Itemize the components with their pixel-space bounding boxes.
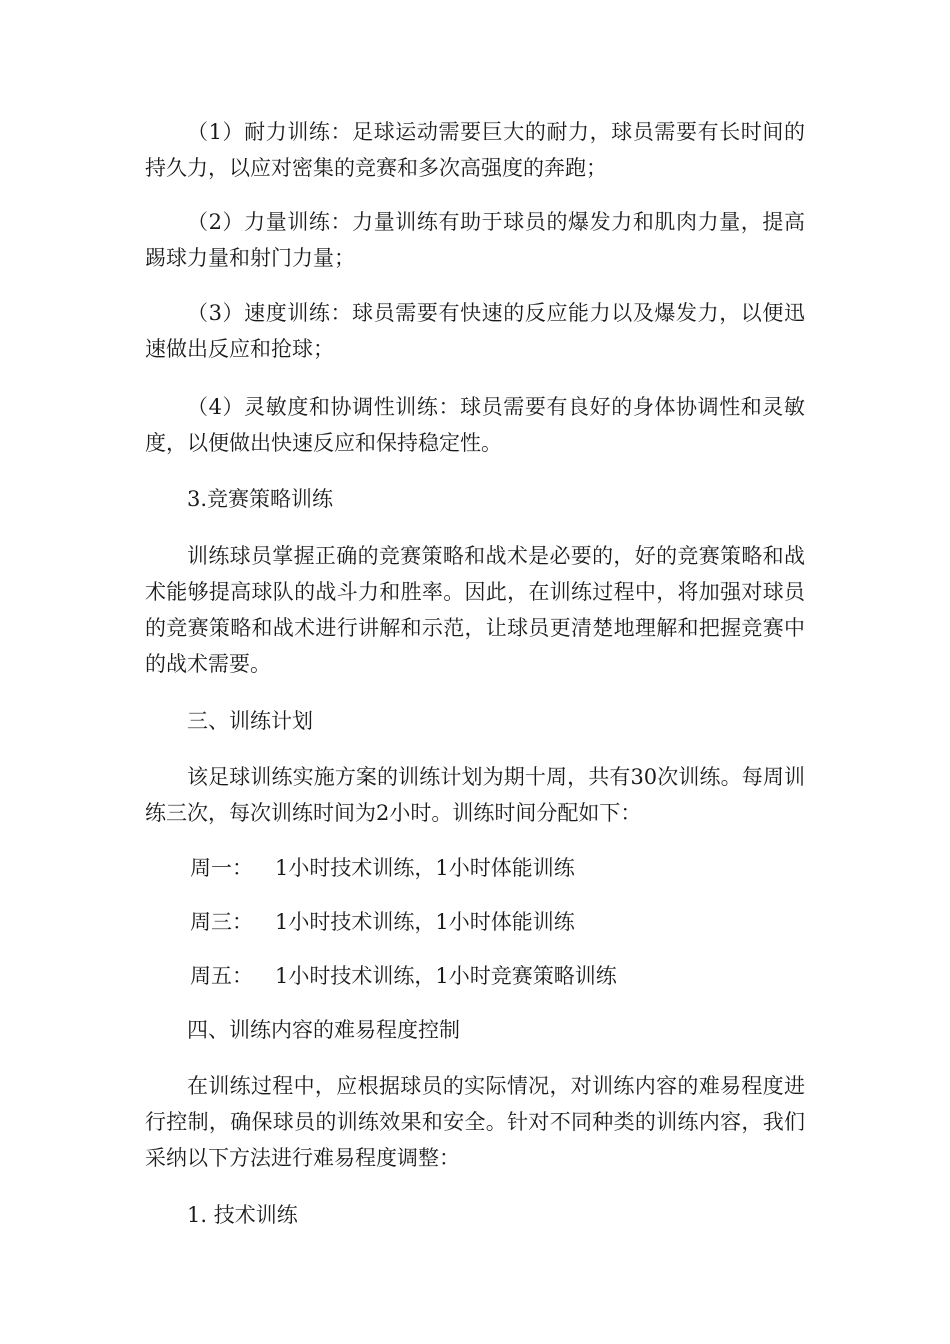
heading-technical-training: 1. 技术训练 [187,1203,298,1227]
paragraph-endurance-training: （1）耐力训练：足球运动需要巨大的耐力，球员需要有长时间的持久力，以应对密集的竞赛和多次高强度的奔跑； [145,120,805,180]
paragraph-training-plan: 该足球训练实施方案的训练计划为期十周，共有30次训练。每周训练三次，每次训练时间为2小时。训练时间分配如下： [145,765,805,825]
paragraph-strength-training: （2）力量训练：力量训练有助于球员的爆发力和肌肉力量，提高踢球力量和射门力量； [145,210,805,270]
schedule-detail: 1小时技术训练，1小时体能训练 [275,910,575,934]
schedule-detail: 1小时技术训练，1小时竞赛策略训练 [275,964,617,988]
heading-strategy-training: 3.竞赛策略训练 [187,487,334,511]
paragraph-strategy-training: 训练球员掌握正确的竞赛策略和战术是必要的，好的竞赛策略和战术能够提高球队的战斗力和胜率。因此，在训练过程中，将加强对球员的竞赛策略和战术进行讲解和示范，让球员更清楚地理解和把握竞赛中的战术需要。 [145,544,805,676]
schedule-row-wednesday [190,904,575,940]
schedule-day: 周三： [190,910,253,934]
heading-difficulty-control: 四、训练内容的难易程度控制 [187,1018,460,1042]
schedule-detail: 1小时技术训练，1小时体能训练 [275,856,575,880]
schedule-row-friday [190,958,617,994]
paragraph-agility-training: （4）灵敏度和协调性训练：球员需要有良好的身体协调性和灵敏度，以便做出快速反应和保持稳定性。 [145,395,805,455]
schedule-day: 周五： [190,964,253,988]
schedule-row-monday [190,850,575,886]
paragraph-speed-training: （3）速度训练：球员需要有快速的反应能力以及爆发力，以便迅速做出反应和抢球； [145,301,805,361]
heading-training-plan: 三、训练计划 [187,709,313,733]
schedule-day: 周一： [190,856,253,880]
paragraph-difficulty-control: 在训练过程中，应根据球员的实际情况，对训练内容的难易程度进行控制，确保球员的训练效果和安全。针对不同种类的训练内容，我们采纳以下方法进行难易程度调整： [145,1074,805,1170]
